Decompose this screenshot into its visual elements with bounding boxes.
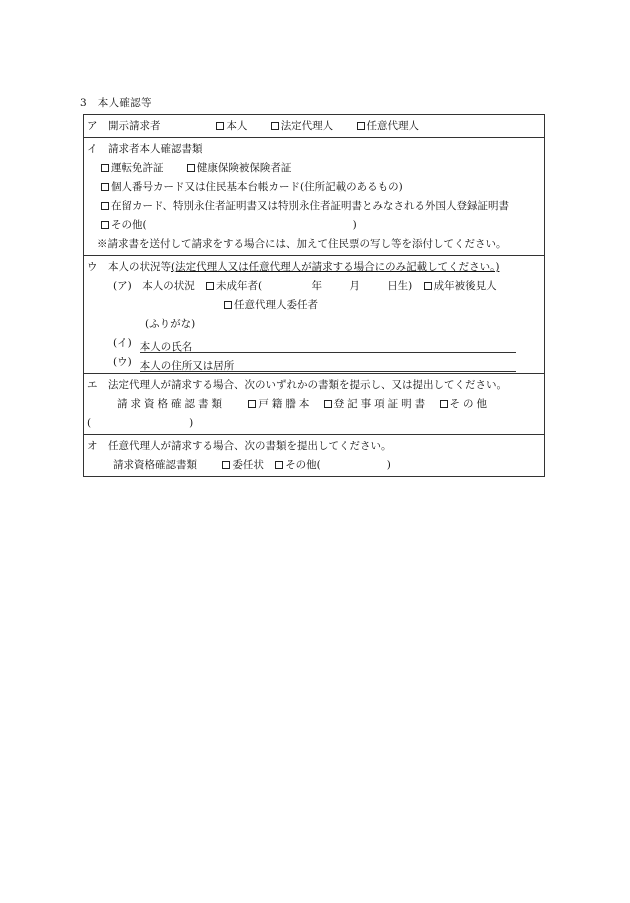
checkbox-icon[interactable] (216, 122, 224, 130)
requester-voluntary-agent-option[interactable]: 任意代理人 (357, 120, 420, 132)
checkbox-icon[interactable] (222, 461, 230, 469)
qualification-docs-label: 請求資格確認書類 (117, 398, 225, 410)
checkbox-icon[interactable] (206, 282, 214, 290)
principal-status-section: ウ 本人の状況等(法定代理人又は任意代理人が請求する場合にのみ記載してください。) (ア) 本人の状況 未成年者( 年 月 日生) 成年被後見人 任意代理人委任者 (ふりがな) (イ) 本人の氏名 (ウ) 本人の住所又は居所 (84, 255, 544, 373)
requester-id-documents-section (84, 137, 544, 255)
requester-section (84, 115, 544, 137)
requester-self-option[interactable]: 本人 (216, 120, 247, 132)
health-insurance-option[interactable]: 健康保険被保険者証 (187, 162, 292, 174)
other-id-option[interactable]: その他( ) (87, 216, 541, 235)
checkbox-icon[interactable] (324, 400, 332, 408)
power-of-attorney-option[interactable]: 委任状 (222, 459, 264, 471)
id-documents-title: イ 請求者本人確認書類 (87, 143, 203, 155)
checkbox-icon[interactable] (101, 221, 109, 229)
legal-agent-instructions: エ 法定代理人が請求する場合、次のいずれかの書類を提示し、又は提出してください。 (87, 379, 507, 391)
checkbox-icon[interactable] (424, 282, 432, 290)
item-i-label: (イ) (113, 337, 132, 349)
principal-status-title: ウ 本人の状況等(法定代理人又は任意代理人が請求する場合にのみ記載してください。) (87, 261, 500, 273)
section-heading: 3 本人確認等 (80, 97, 152, 109)
checkbox-icon[interactable] (248, 400, 256, 408)
voluntary-agent-instructions: オ 任意代理人が請求する場合、次の書類を提出してください。 (87, 440, 392, 452)
voluntary-docs-label: 請求資格確認書類 (113, 459, 197, 471)
item-u-label: (ウ) (113, 356, 132, 368)
voluntary-principal-option[interactable]: 任意代理人委任者 (87, 296, 541, 315)
adult-ward-option[interactable]: 成年被後見人 (424, 280, 497, 292)
mailing-note: ※請求書を送付して請求をする場合には、加えて住民票の写し等を添付してください。 (97, 238, 507, 250)
identity-verification-form (83, 114, 545, 477)
checkbox-icon[interactable] (101, 202, 109, 210)
principal-address-field[interactable]: 本人の住所又は居所 (140, 357, 516, 372)
principal-status-label: (ア) 本人の状況 (113, 280, 195, 292)
checkbox-icon[interactable] (271, 122, 279, 130)
minor-option[interactable]: 未成年者( (206, 280, 262, 292)
legal-other-option[interactable]: その他 (440, 398, 491, 410)
principal-name-field[interactable]: 本人の氏名 (140, 338, 516, 353)
voluntary-agent-documents-section: オ 任意代理人が請求する場合、次の書類を提出してください。 請求資格確認書類 委任状 その他( ) (84, 434, 544, 476)
checkbox-icon[interactable] (101, 164, 109, 172)
checkbox-icon[interactable] (275, 461, 283, 469)
checkbox-icon[interactable] (440, 400, 448, 408)
registry-certificate-option[interactable]: 登記事項証明書 (324, 398, 429, 410)
checkbox-icon[interactable] (357, 122, 365, 130)
legal-agent-documents-section: エ 法定代理人が請求する場合、次のいずれかの書類を提示し、又は提出してください。 請求資格確認書類 戸籍謄本 登記事項証明書 その他 ( ) (84, 373, 544, 434)
requester-legal-agent-option[interactable]: 法定代理人 (271, 120, 334, 132)
drivers-license-option[interactable]: 運転免許証 (101, 162, 164, 174)
requester-label: ア 開示請求者 (87, 120, 161, 132)
residence-card-option[interactable]: 在留カード、特別永住者証明書又は特別永住者証明書とみなされる外国人登録証明書 (87, 197, 541, 216)
checkbox-icon[interactable] (224, 301, 232, 309)
furigana-label: (ふりがな) (145, 318, 196, 330)
checkbox-icon[interactable] (101, 183, 109, 191)
checkbox-icon[interactable] (187, 164, 195, 172)
my-number-card-option[interactable]: 個人番号カード又は住民基本台帳カード(住所記載のあるもの) (87, 178, 541, 197)
family-register-option[interactable]: 戸籍謄本 (248, 398, 312, 410)
voluntary-other-option[interactable]: その他( (275, 459, 321, 471)
